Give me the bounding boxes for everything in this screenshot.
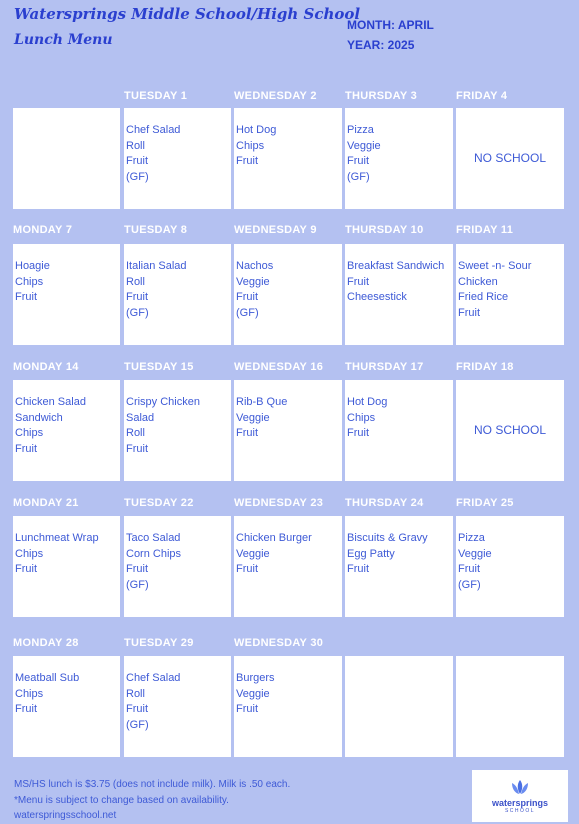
- day-cell: [13, 108, 120, 209]
- menu-item: Chef Salad: [126, 124, 181, 136]
- menu-item: Corn Chips: [126, 547, 182, 560]
- menu-item: Italian Salad: [126, 260, 187, 272]
- day-header: WEDNESDAY 23: [234, 497, 324, 509]
- menu-item: (GF): [458, 578, 481, 591]
- day-header: TUESDAY 15: [124, 361, 194, 373]
- day-header: WEDNESDAY 30: [234, 637, 324, 649]
- menu-item: (GF): [236, 306, 259, 319]
- day-header: THURSDAY 24: [345, 497, 424, 509]
- menu-item: Cheesestick: [347, 291, 407, 303]
- menu-item: Nachos: [236, 260, 274, 272]
- menu-item: (GF): [126, 170, 149, 183]
- day-cell: [13, 656, 120, 757]
- day-cell: [234, 108, 342, 209]
- logo-subtitle: SCHOOL: [504, 808, 536, 814]
- menu-item: Salad: [126, 411, 155, 424]
- menu-item: Fruit: [15, 442, 37, 455]
- logo-name: watersprings: [491, 798, 549, 808]
- day-cell: [124, 656, 231, 757]
- menu-item: Fruit: [15, 563, 37, 575]
- menu-item: Hoagie: [15, 260, 50, 272]
- day-cell: [234, 516, 342, 617]
- day-header: FRIDAY 11: [456, 224, 514, 236]
- day-header: MONDAY 28: [13, 637, 79, 649]
- year-label: YEAR: 2025: [347, 38, 415, 52]
- month-label: MONTH: APRIL: [347, 18, 434, 32]
- day-cell: [456, 380, 564, 481]
- day-header: TUESDAY 8: [124, 224, 188, 236]
- menu-item: Fruit: [347, 563, 369, 575]
- no-school-label: NO SCHOOL: [473, 422, 546, 437]
- day-header: WEDNESDAY 9: [234, 224, 317, 236]
- menu-item: Burgers: [236, 672, 275, 684]
- menu-item: Chips: [347, 411, 376, 424]
- day-cell: [13, 380, 120, 481]
- menu-item: Roll: [126, 139, 145, 152]
- day-cell: [124, 516, 231, 617]
- day-header: FRIDAY 4: [456, 90, 508, 102]
- day-cell: [124, 244, 231, 345]
- menu-item: Biscuits & Gravy: [347, 532, 428, 544]
- menu-item: Chicken: [458, 275, 498, 288]
- menu-subtitle: Lunch Menu: [14, 32, 113, 48]
- menu-item: Fruit: [126, 563, 148, 575]
- day-header: THURSDAY 10: [345, 224, 424, 236]
- menu-item: Fruit: [15, 703, 37, 715]
- day-header: FRIDAY 18: [456, 361, 514, 373]
- day-header: FRIDAY 25: [456, 497, 514, 509]
- day-cell: [456, 656, 564, 757]
- day-cell: [234, 380, 342, 481]
- menu-item: Hot Dog: [236, 124, 277, 136]
- menu-item: (GF): [126, 306, 149, 319]
- menu-item: Fruit: [458, 306, 480, 319]
- website-link[interactable]: waterspringsschool.net: [14, 810, 117, 821]
- day-header: WEDNESDAY 2: [234, 90, 317, 102]
- menu-item: Chef Salad: [126, 672, 181, 684]
- day-cell: [345, 244, 453, 345]
- menu-item: Chips: [15, 275, 44, 288]
- day-cell: [345, 380, 453, 481]
- menu-item: Veggie: [236, 275, 270, 288]
- menu-item: Fruit: [15, 291, 37, 303]
- menu-item: Chips: [15, 687, 44, 700]
- menu-item: Roll: [126, 687, 145, 700]
- menu-item: Fruit: [347, 275, 369, 288]
- menu-item: Veggie: [347, 139, 381, 152]
- menu-item: Sandwich: [15, 411, 63, 424]
- school-title: Watersprings Middle School/High School: [14, 5, 361, 23]
- menu-item: Fruit: [236, 703, 258, 715]
- menu-item: Fruit: [236, 427, 258, 439]
- day-cell: [234, 244, 342, 345]
- menu-item: Fruit: [126, 703, 148, 715]
- menu-item: Egg Patty: [347, 547, 395, 560]
- menu-item: (GF): [126, 578, 149, 591]
- day-header: MONDAY 7: [13, 224, 73, 236]
- menu-item: (GF): [126, 718, 149, 731]
- no-school-label: NO SCHOOL: [473, 150, 546, 165]
- menu-item: Fruit: [347, 427, 369, 439]
- menu-item: Chicken Burger: [236, 532, 312, 544]
- day-cell: [456, 516, 564, 617]
- day-header: THURSDAY 17: [345, 361, 424, 373]
- day-header: WEDNESDAY 16: [234, 361, 324, 373]
- availability-note: *Menu is subject to change based on availability.: [14, 794, 229, 806]
- tulip-logo-icon: [509, 778, 531, 796]
- menu-item: Chips: [236, 139, 265, 152]
- menu-item: Veggie: [236, 547, 270, 560]
- menu-item: Roll: [126, 275, 145, 288]
- menu-item: Fruit: [236, 563, 258, 575]
- menu-item: (GF): [347, 170, 370, 183]
- day-cell: [124, 380, 231, 481]
- menu-item: Rib-B Que: [236, 396, 288, 408]
- menu-item: Pizza: [347, 124, 374, 136]
- menu-item: Crispy Chicken: [126, 396, 200, 408]
- day-header: TUESDAY 29: [124, 637, 194, 649]
- menu-item: Chips: [15, 547, 44, 560]
- school-logo: [472, 770, 568, 822]
- day-header: MONDAY 21: [13, 497, 79, 509]
- day-cell: [234, 656, 342, 757]
- day-cell: [13, 516, 120, 617]
- day-cell: [345, 108, 453, 209]
- day-cell: [124, 108, 231, 209]
- menu-item: Chips: [15, 427, 44, 439]
- menu-item: Roll: [126, 427, 145, 439]
- price-note: MS/HS lunch is $3.75 (does not include milk). Milk is .50 each.: [14, 779, 291, 790]
- day-header: TUESDAY 1: [124, 90, 188, 102]
- menu-item: Chicken Salad: [15, 396, 86, 408]
- menu-item: Veggie: [236, 687, 270, 700]
- menu-item: Hot Dog: [347, 396, 388, 408]
- menu-item: Fruit: [126, 155, 148, 167]
- menu-item: Sweet -n- Sour: [458, 260, 532, 272]
- menu-item: Pizza: [458, 532, 485, 544]
- day-cell: [345, 516, 453, 617]
- menu-item: Lunchmeat Wrap: [15, 532, 99, 544]
- menu-item: Fruit: [126, 442, 148, 455]
- day-header: TUESDAY 22: [124, 497, 194, 509]
- menu-item: Fried Rice: [458, 291, 509, 303]
- day-cell: [456, 244, 564, 345]
- day-cell: [456, 108, 564, 209]
- footer: [14, 777, 290, 824]
- menu-item: Veggie: [458, 547, 492, 560]
- menu-item: Fruit: [458, 563, 480, 575]
- menu-item: Breakfast Sandwich: [347, 260, 445, 272]
- menu-item: Taco Salad: [126, 532, 181, 544]
- menu-item: Veggie: [236, 411, 270, 424]
- menu-item: Meatball Sub: [15, 672, 80, 684]
- day-cell: [13, 244, 120, 345]
- day-header: THURSDAY 3: [345, 90, 418, 102]
- menu-item: Fruit: [126, 291, 148, 303]
- day-header: MONDAY 14: [13, 361, 79, 373]
- day-cell: [345, 656, 453, 757]
- menu-item: Fruit: [347, 155, 369, 167]
- menu-item: Fruit: [236, 291, 258, 303]
- menu-item: Fruit: [236, 155, 258, 167]
